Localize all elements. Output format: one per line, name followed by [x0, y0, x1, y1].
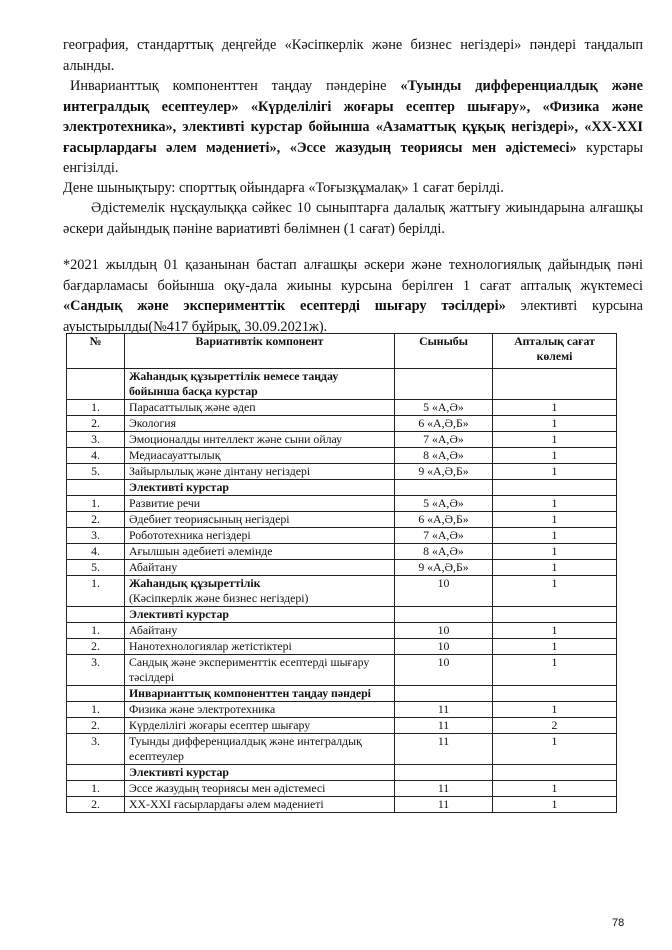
table-row [67, 464, 617, 480]
table-row [67, 432, 617, 448]
row-hours: 1 [493, 464, 617, 480]
row-hours: 1 [493, 496, 617, 512]
transfer-outro-text: элективті курсына ауыстырылды(№417 бұйрық, 30.09.2021ж). [63, 298, 643, 335]
row-component: XX-XXI ғасырлардағы әлем мәдениеті [125, 797, 395, 813]
table-row [67, 544, 617, 560]
row-class [395, 480, 493, 496]
row-hours [493, 480, 617, 496]
table-row [67, 448, 617, 464]
row-class: 11 [395, 702, 493, 718]
section-title: Элективті курстар [125, 480, 395, 496]
row-number [67, 369, 125, 400]
row-hours: 1 [493, 400, 617, 416]
row-hours: 1 [493, 702, 617, 718]
invariant-course-list: «Туынды дифференциалдық және интегралдық есептеулер» «Күрделілігі жоғары есептер шығару», «Физика және электротехника», элективті курстар бойынша «Азаматтық құқық негіздері», «XX-XXI ғасырлардағы әлем мәдениеті», «Эссе жазудың теориясы мен әдістемесі» [63, 78, 643, 156]
row-hours: 1 [493, 781, 617, 797]
section-title: Жаһандық құзыреттілік немесе таңдау бойынша басқа курстар [125, 369, 395, 400]
row-hours [493, 765, 617, 781]
table-row [67, 512, 617, 528]
component-bold-title: Жаһандық құзыреттілік [129, 576, 261, 590]
row-component: Зайырлылық және дінтану негіздері [125, 464, 395, 480]
row-number: 5. [67, 464, 125, 480]
table-row [67, 560, 617, 576]
table-row [67, 576, 617, 607]
row-component: Абайтану [125, 623, 395, 639]
row-hours: 1 [493, 512, 617, 528]
row-number [67, 607, 125, 623]
row-component: Экология [125, 416, 395, 432]
row-hours: 2 [493, 718, 617, 734]
row-class: 7 «А,Ә» [395, 432, 493, 448]
table-section-row [67, 765, 617, 781]
row-component: Медиасауаттылық [125, 448, 395, 464]
row-class: 6 «А,Ә,Б» [395, 416, 493, 432]
row-number: 2. [67, 416, 125, 432]
table-row [67, 496, 617, 512]
section-title: Элективті курстар [125, 607, 395, 623]
invariant-intro-text: Инварианттық компоненттен таңдау пәндеріне [70, 78, 401, 94]
component-subtitle: (Кәсіпкерлік және бизнес негіздері) [129, 591, 309, 605]
row-hours: 1 [493, 655, 617, 686]
transfer-course-name: «Сандық және эксперименттік есептерді шығару тәсілдері» [63, 298, 506, 314]
row-component: Абайтану [125, 560, 395, 576]
variative-component-table [66, 333, 617, 813]
table-row [67, 623, 617, 639]
row-class: 8 «А,Ә» [395, 448, 493, 464]
row-class: 10 [395, 623, 493, 639]
row-number: 3. [67, 734, 125, 765]
table-section-row [67, 480, 617, 496]
table-row [67, 702, 617, 718]
row-class: 10 [395, 639, 493, 655]
row-component: Эмоционалды интеллект және сыни ойлау [125, 432, 395, 448]
row-class: 9 «А,Ә,Б» [395, 464, 493, 480]
table-row [67, 797, 617, 813]
table-row [67, 718, 617, 734]
row-component: Туынды дифференциалдық және интегралдық есептеулер [125, 734, 395, 765]
row-component: Нанотехнологиялар жетістіктері [125, 639, 395, 655]
row-number: 4. [67, 448, 125, 464]
row-component: Развитие речи [125, 496, 395, 512]
row-class [395, 765, 493, 781]
row-number: 2. [67, 639, 125, 655]
row-component: Физика және электротехника [125, 702, 395, 718]
row-number: 3. [67, 655, 125, 686]
page-number: 78 [612, 917, 625, 929]
row-class: 10 [395, 655, 493, 686]
row-number: 1. [67, 496, 125, 512]
table-body [67, 334, 617, 813]
row-number: 1. [67, 400, 125, 416]
row-class: 9 «А,Ә,Б» [395, 560, 493, 576]
row-hours: 1 [493, 528, 617, 544]
header-class: Сыныбы [395, 334, 493, 369]
row-hours: 1 [493, 448, 617, 464]
paragraph-elective-transfer [63, 255, 643, 337]
row-hours: 1 [493, 544, 617, 560]
table-row [67, 655, 617, 686]
row-class: 11 [395, 734, 493, 765]
row-component: Эссе жазудың теориясы мен әдістемесі [125, 781, 395, 797]
section-title: Инварианттық компоненттен таңдау пәндері [125, 686, 395, 702]
table-row [67, 639, 617, 655]
row-hours: 1 [493, 432, 617, 448]
section-title: Элективті курстар [125, 765, 395, 781]
row-class: 11 [395, 718, 493, 734]
table-row [67, 528, 617, 544]
row-hours: 1 [493, 639, 617, 655]
row-component: Әдебиет теориясының негіздері [125, 512, 395, 528]
row-hours [493, 686, 617, 702]
row-class [395, 369, 493, 400]
paragraph-pe: Дене шынықтыру: спорттық ойындарға «Тоғызқұмалақ» 1 сағат берілді. [63, 180, 504, 196]
paragraph-geography: география, стандарттық деңгейде «Кәсіпкерлік және бизнес негіздері» пәндері таңдалып алынды. [63, 37, 643, 74]
row-hours: 1 [493, 734, 617, 765]
table-row [67, 416, 617, 432]
row-component: Күрделілігі жоғары есептер шығару [125, 718, 395, 734]
row-class: 7 «А,Ә» [395, 528, 493, 544]
row-number: 1. [67, 576, 125, 607]
row-hours [493, 369, 617, 400]
table-section-row [67, 607, 617, 623]
row-class: 11 [395, 781, 493, 797]
row-number: 3. [67, 432, 125, 448]
row-class: 5 «А,Ә» [395, 400, 493, 416]
row-hours: 1 [493, 576, 617, 607]
row-hours: 1 [493, 623, 617, 639]
row-class [395, 607, 493, 623]
row-class: 8 «А,Ә» [395, 544, 493, 560]
row-number [67, 686, 125, 702]
row-number: 4. [67, 544, 125, 560]
row-hours: 1 [493, 797, 617, 813]
row-number: 2. [67, 797, 125, 813]
paragraph-invariant-courses [63, 76, 643, 179]
row-number: 2. [67, 718, 125, 734]
row-class: 10 [395, 576, 493, 607]
row-number [67, 765, 125, 781]
row-component [125, 576, 395, 607]
row-component: Парасаттылық және әдеп [125, 400, 395, 416]
transfer-intro-text: *2021 жылдың 01 қазанынан бастап алғашқы әскери және технологиялық дайындық пәні бағдарламасы бойынша оқу-дала жиыны курсына берілген 1 сағат апталық жүктемесі [63, 257, 643, 294]
table-row [67, 400, 617, 416]
table-row [67, 781, 617, 797]
row-number: 1. [67, 702, 125, 718]
row-class [395, 686, 493, 702]
header-weekly-hours: Апталық сағат көлемі [493, 334, 617, 369]
row-hours: 1 [493, 416, 617, 432]
row-number [67, 480, 125, 496]
table-section-row [67, 686, 617, 702]
row-hours [493, 607, 617, 623]
row-class: 6 «А,Ә,Б» [395, 512, 493, 528]
row-number: 2. [67, 512, 125, 528]
paragraph-military-training: Әдістемелік нұсқаулыққа сәйкес 10 сыныптарға далалық жаттығу жиындарына алғашқы әскери дайындық пәніне вариативті бөлімнен (1 сағат) берілді. [63, 200, 643, 237]
row-component: Робототехника негіздері [125, 528, 395, 544]
table-row [67, 734, 617, 765]
row-component: Ағылшын әдебиеті әлемінде [125, 544, 395, 560]
row-hours: 1 [493, 560, 617, 576]
row-number: 1. [67, 623, 125, 639]
row-class: 5 «А,Ә» [395, 496, 493, 512]
row-number: 1. [67, 781, 125, 797]
row-component: Сандық және эксперименттік есептерді шығару тәсілдері [125, 655, 395, 686]
row-number: 5. [67, 560, 125, 576]
header-number: № [67, 334, 125, 369]
table-header-row [67, 334, 617, 369]
table-section-row [67, 369, 617, 400]
invariant-outro-text: курстары енгізілді. [63, 139, 643, 176]
row-number: 3. [67, 528, 125, 544]
row-class: 11 [395, 797, 493, 813]
header-component: Вариативтік компонент [125, 334, 395, 369]
